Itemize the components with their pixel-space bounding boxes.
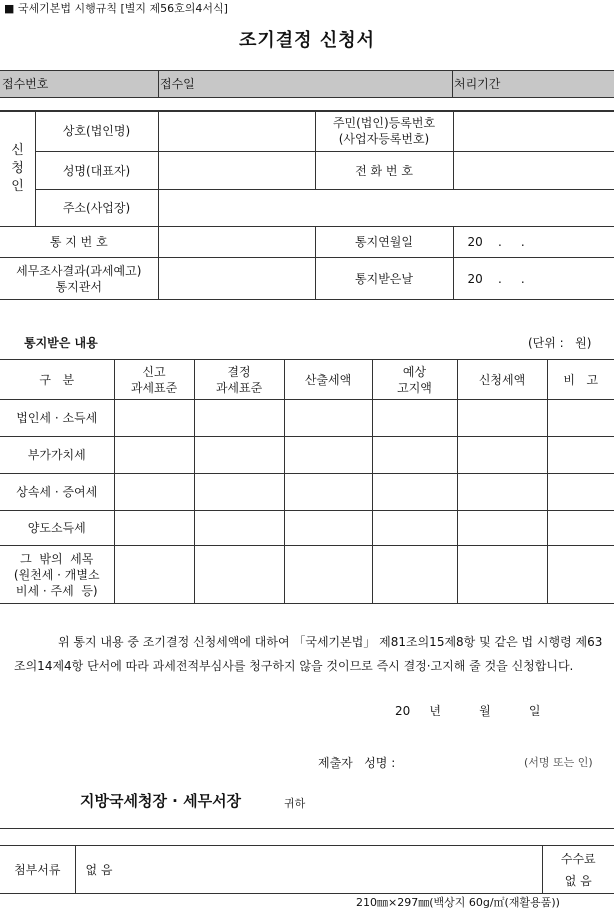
header-text: 과세표준: [195, 380, 284, 396]
notice-number-field[interactable]: [158, 227, 315, 258]
header-computed-tax: [284, 360, 372, 400]
cell-expected-notice[interactable]: [372, 546, 457, 604]
cell-reported-base[interactable]: [114, 511, 194, 546]
cell-reported-base[interactable]: [114, 400, 194, 437]
header-text: 신청세액: [458, 372, 547, 388]
representative-name-label: 성명(대표자): [35, 152, 158, 190]
submitter-name-label: 제출자 성명 :: [318, 754, 395, 771]
receipt-number-label: 접수번호: [2, 75, 48, 92]
company-name-field[interactable]: [158, 111, 315, 152]
header-text: 결정: [195, 364, 284, 380]
fee-label: 수수료: [543, 848, 614, 870]
header-text: 고지액: [373, 380, 457, 396]
registration-number-label-line1: 주민(법인)등록번호: [316, 115, 453, 131]
row-label: 양도소득세: [0, 511, 114, 546]
cell-computed-tax[interactable]: [284, 400, 372, 437]
receipt-bar: [0, 70, 614, 112]
row-label-line1: 그 밖의 세목: [0, 551, 114, 567]
cell-expected-notice[interactable]: [372, 511, 457, 546]
cell-computed-tax[interactable]: [284, 546, 372, 604]
statement-text: 위 통지 내용 중 조기결정 신청세액에 대하여 「국세기본법」 제81조의15제8항 및 같은 법 시행령 제63조의14제4항 단서에 따라 과세전적부심사를 청구하지 않을 것이므로 즉시 결정·고지해 줄 것을 신청합니다.: [14, 635, 602, 673]
registration-number-label-line2: (사업자등록번호): [316, 131, 453, 147]
cell-remarks[interactable]: [547, 474, 614, 511]
audit-result-label-line1: 세무조사결과(과세예고): [0, 263, 158, 279]
recipient-suffix: 귀하: [284, 795, 305, 811]
cell-requested-tax[interactable]: [457, 400, 547, 437]
application-statement: [14, 630, 604, 678]
cell-determined-base[interactable]: [194, 546, 284, 604]
cell-requested-tax[interactable]: [457, 546, 547, 604]
row-label: [0, 546, 114, 604]
cell-computed-tax[interactable]: [284, 474, 372, 511]
header-category: [0, 360, 114, 400]
cell-remarks[interactable]: [547, 400, 614, 437]
cell-reported-base[interactable]: [114, 546, 194, 604]
row-label-line2: (원천세 · 개별소: [0, 567, 114, 583]
cell-computed-tax[interactable]: [284, 511, 372, 546]
unit-label: (단위 : 원): [528, 334, 591, 351]
cell-requested-tax[interactable]: [457, 437, 547, 474]
header-text: 산출세액: [285, 372, 372, 388]
attachments-table: [0, 845, 614, 894]
tax-details-table: [0, 359, 614, 604]
attachments-label: 첨부서류: [0, 846, 75, 894]
cell-reported-base[interactable]: [114, 437, 194, 474]
header-requested-tax: [457, 360, 547, 400]
header-reported-base: [114, 360, 194, 400]
fee-value: 없 음: [543, 870, 614, 892]
paper-spec-footer: 210㎜×297㎜(백상지 60g/㎡(재활용품)): [356, 894, 560, 910]
header-determined-base: [194, 360, 284, 400]
cell-expected-notice[interactable]: [372, 437, 457, 474]
address-field[interactable]: [158, 190, 614, 227]
cell-remarks[interactable]: [547, 546, 614, 604]
audit-result-label-line2: 통지관서: [0, 279, 158, 295]
representative-name-field[interactable]: [158, 152, 315, 190]
header-expected-notice: [372, 360, 457, 400]
receipt-header-shade: [0, 71, 614, 98]
section-title-notice-details: 통지받은 내용: [24, 334, 98, 351]
applicant-group-label: [0, 111, 35, 227]
header-remarks: [547, 360, 614, 400]
table-row: [0, 400, 614, 437]
notice-number-label: 통 지 번 호: [0, 227, 158, 258]
cell-determined-base[interactable]: [194, 400, 284, 437]
header-text: 비 고: [548, 372, 614, 388]
receipt-date-label: 접수일: [160, 75, 195, 92]
header-text: 예상: [373, 364, 457, 380]
table-row: [0, 546, 614, 604]
signature-placeholder[interactable]: (서명 또는 인): [524, 754, 593, 770]
application-date[interactable]: 20 년 월 일: [395, 702, 540, 719]
received-date-label: 통지받은날: [315, 258, 453, 300]
cell-remarks[interactable]: [547, 511, 614, 546]
fee-cell: [542, 846, 614, 894]
received-date-field[interactable]: 20 . .: [453, 258, 614, 300]
recipient-office: 지방국세청장 · 세무서장: [80, 790, 241, 811]
form-title: 조기결정 신청서: [0, 26, 614, 52]
cell-expected-notice[interactable]: [372, 400, 457, 437]
cell-requested-tax[interactable]: [457, 474, 547, 511]
address-label: 주소(사업장): [35, 190, 158, 227]
row-label-line3: 비세 · 주세 등): [0, 583, 114, 599]
divider: [0, 828, 614, 829]
form-number-note: ■ 국세기본법 시행규칙 [별지 제56호의4서식]: [4, 0, 228, 16]
table-header-row: [0, 360, 614, 400]
table-row: [0, 474, 614, 511]
header-text: 신고: [115, 364, 194, 380]
header-text: 구 분: [0, 372, 114, 388]
cell-determined-base[interactable]: [194, 474, 284, 511]
cell-determined-base[interactable]: [194, 437, 284, 474]
registration-number-label: [315, 111, 453, 152]
row-label: 법인세 · 소득세: [0, 400, 114, 437]
applicant-table: [0, 110, 614, 300]
row-label: 상속세 · 증여세: [0, 474, 114, 511]
applicant-group-text: 신청인: [11, 142, 23, 196]
cell-expected-notice[interactable]: [372, 474, 457, 511]
header-text: 과세표준: [115, 380, 194, 396]
audit-result-office-field[interactable]: [158, 258, 315, 300]
receipt-divider: [158, 71, 159, 97]
phone-label: 전 화 번 호: [315, 152, 453, 190]
cell-remarks[interactable]: [547, 437, 614, 474]
processing-period-label: 처리기간: [454, 75, 500, 92]
attachments-value[interactable]: 없 음: [75, 846, 542, 894]
row-label: 부가가치세: [0, 437, 114, 474]
receipt-divider: [452, 71, 453, 97]
registration-number-field[interactable]: [453, 111, 614, 152]
cell-reported-base[interactable]: [114, 474, 194, 511]
table-row: [0, 511, 614, 546]
cell-requested-tax[interactable]: [457, 511, 547, 546]
cell-determined-base[interactable]: [194, 511, 284, 546]
notice-date-field[interactable]: 20 . .: [453, 227, 614, 258]
cell-computed-tax[interactable]: [284, 437, 372, 474]
audit-result-office-label: [0, 258, 158, 300]
table-row: [0, 437, 614, 474]
company-name-label: 상호(법인명): [35, 111, 158, 152]
phone-field[interactable]: [453, 152, 614, 190]
notice-date-label: 통지연월일: [315, 227, 453, 258]
